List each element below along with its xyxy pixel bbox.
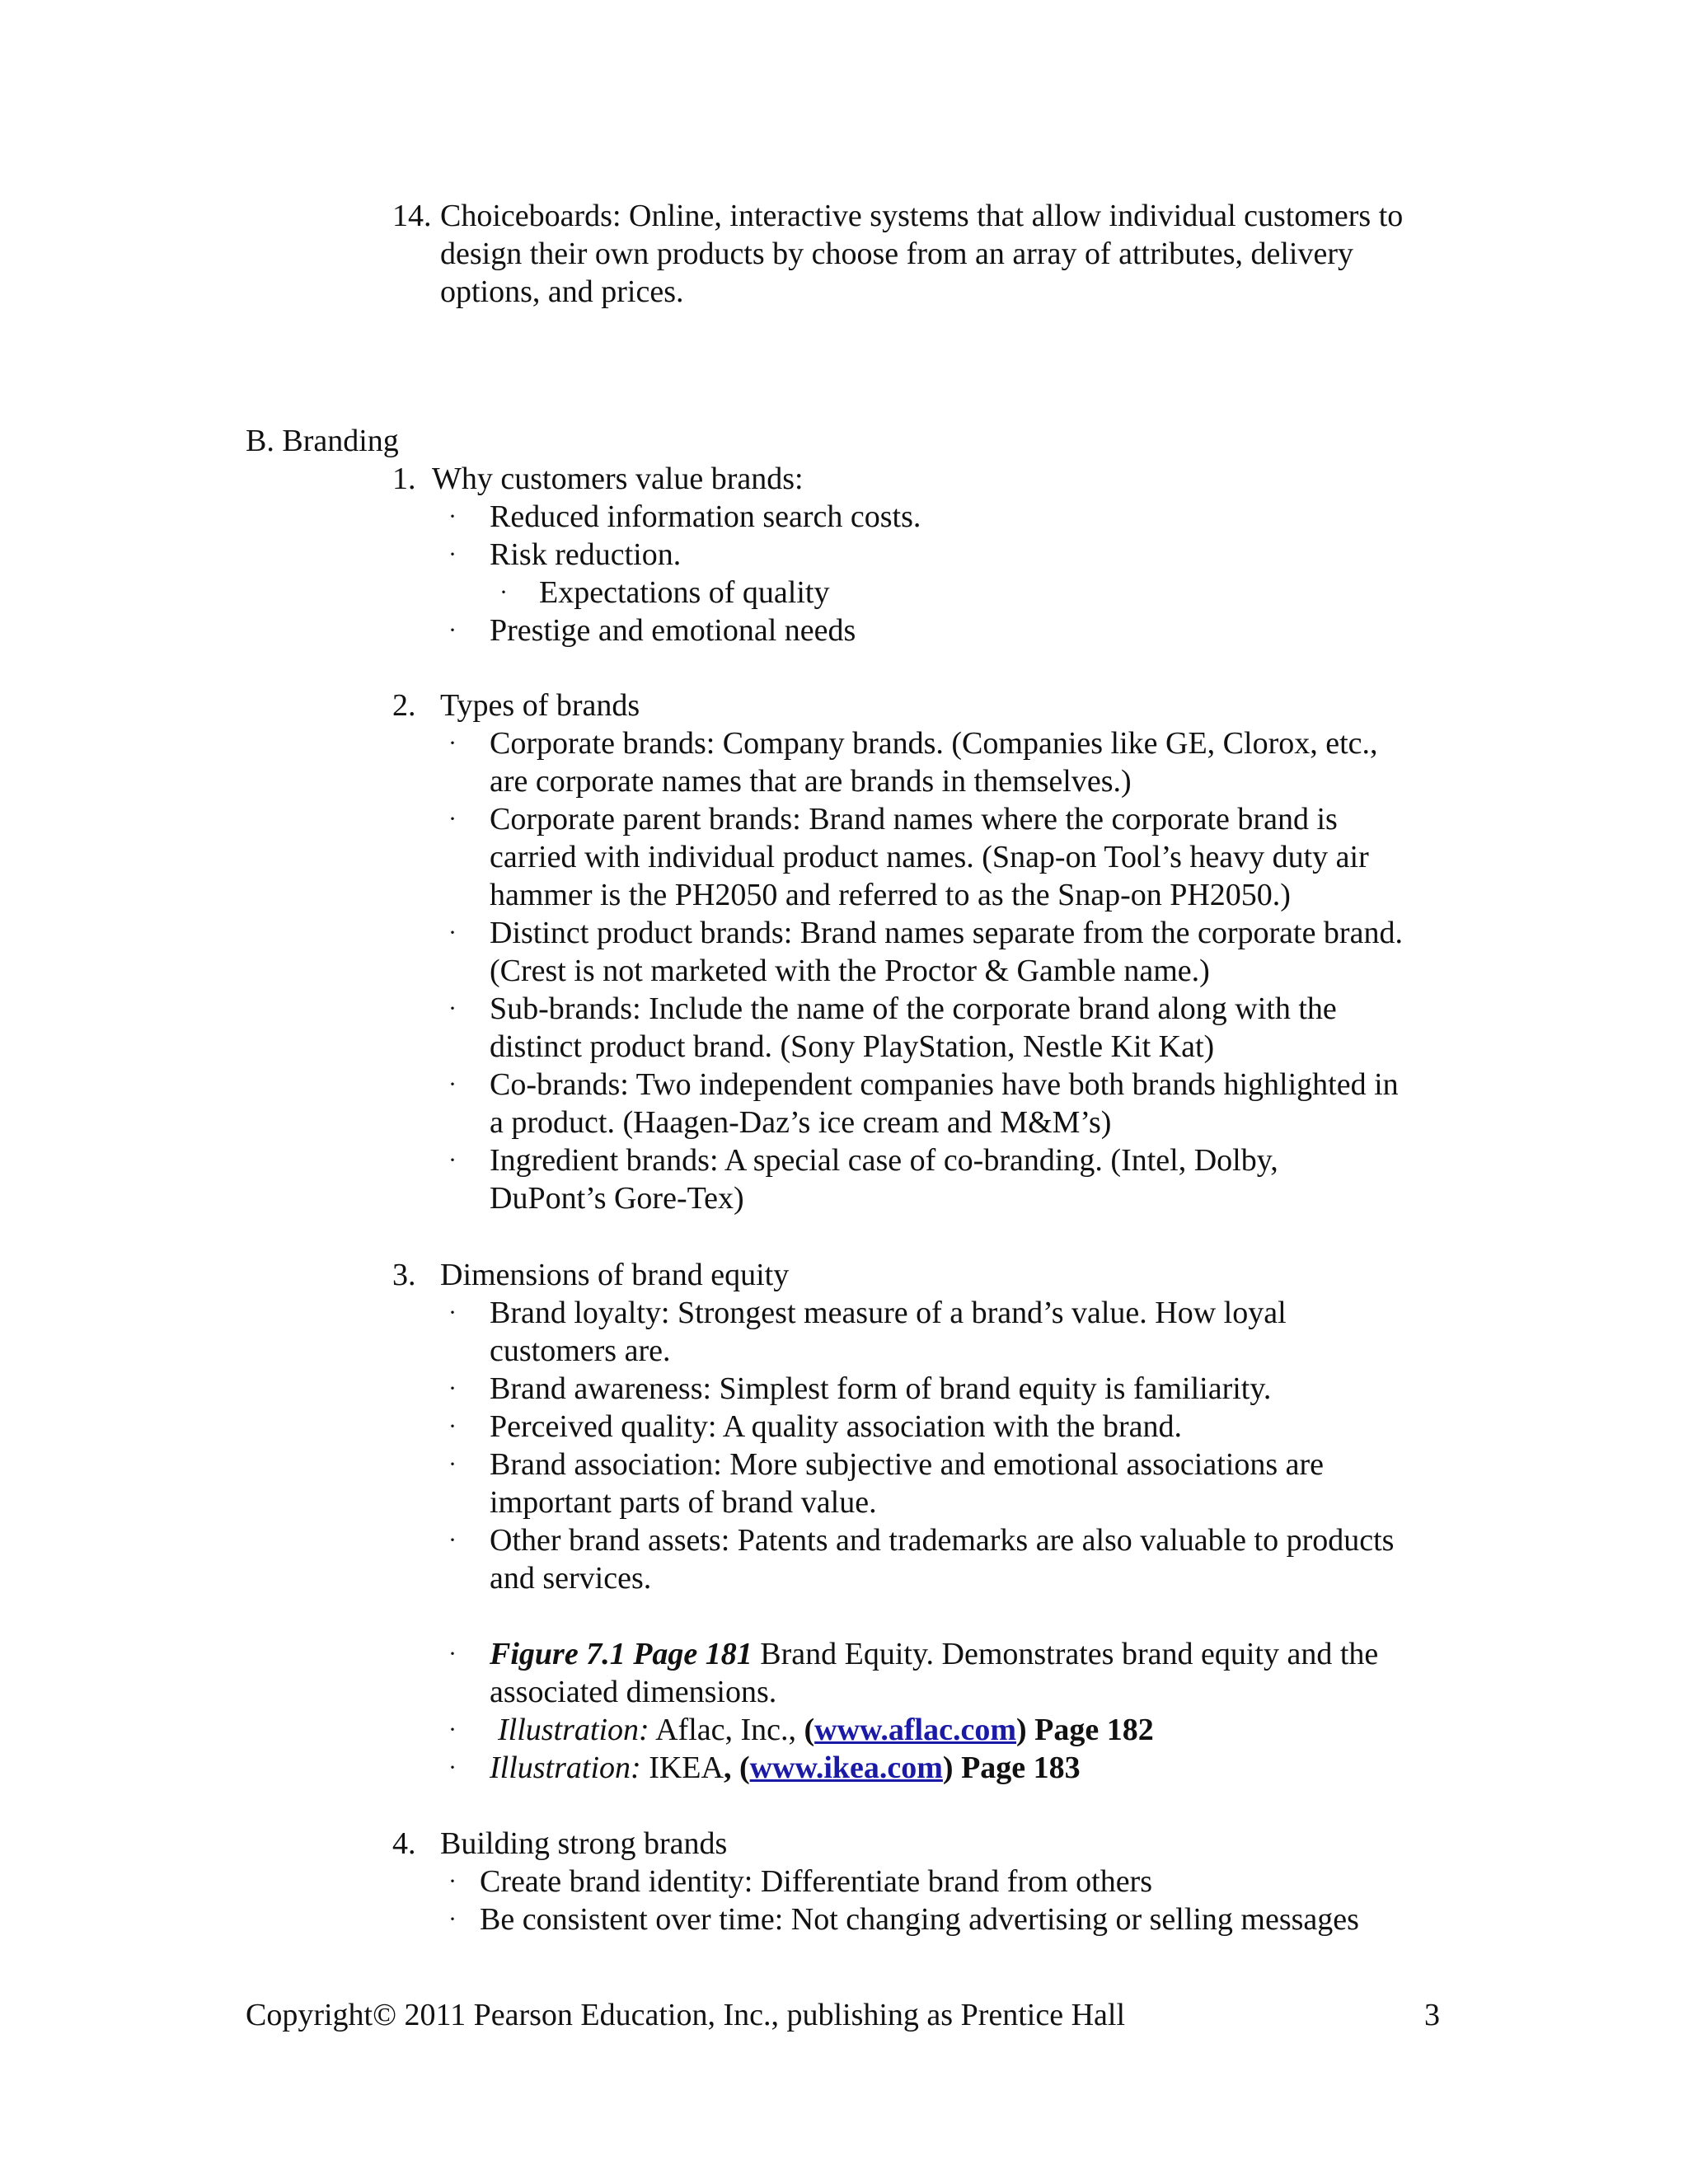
list-number-14: 14. [392, 199, 432, 233]
page-ref: ) Page 182 [1016, 1713, 1154, 1747]
choiceboards-line-1: Choiceboards: Online, interactive systems that allow individual customers to [440, 199, 1404, 233]
page-ref: ) Page 183 [942, 1750, 1081, 1785]
distinct-brands-line-2: (Crest is not marketed with the Proctor & Gamble name.) [490, 954, 1210, 988]
figure-reference-line-2: associated dimensions. [490, 1675, 777, 1709]
why-bullet-2: Risk reduction. [490, 537, 682, 572]
bullet-dot: · [448, 805, 457, 832]
brand-association-line-1: Brand association: More subjective and emotional associations are [490, 1447, 1324, 1482]
co-brands-line-2: a product. (Haagen-Daz’s ice cream and M&M’s) [490, 1105, 1112, 1140]
brand-loyalty-line-1: Brand loyalty: Strongest measure of a brand’s value. How loyal [490, 1296, 1287, 1330]
paren-open: ( [738, 1750, 750, 1785]
equity-title: Dimensions of brand equity [440, 1258, 790, 1292]
why-bullet-3: Prestige and emotional needs [490, 613, 856, 648]
strong-title: Building strong brands [440, 1826, 728, 1861]
sub-brands-line-1: Sub-brands: Include the name of the corporate brand along with the [490, 991, 1337, 1026]
sub-bullet-dot: · [499, 579, 508, 606]
bullet-dot: · [448, 1413, 457, 1440]
paren-open: ( [804, 1713, 815, 1747]
brand-identity: Create brand identity: Differentiate brand from others [480, 1864, 1152, 1899]
ingredient-brands-line-2: DuPont’s Gore-Tex) [490, 1181, 744, 1216]
illustration-name: Aflac, Inc., [649, 1713, 804, 1747]
distinct-brands-line-1: Distinct product brands: Brand names separate from the corporate brand. [490, 916, 1403, 950]
corporate-brands-line-2: are corporate names that are brands in themselves.) [490, 764, 1132, 799]
co-brands-line-1: Co-brands: Two independent companies have both brands highlighted in [490, 1067, 1399, 1102]
parent-brands-line-3: hammer is the PH2050 and referred to as the Snap-on PH2050.) [490, 878, 1291, 912]
parent-brands-line-2: carried with individual product names. (Snap-on Tool’s heavy duty air [490, 840, 1369, 874]
bullet-dot: · [448, 1716, 457, 1743]
bullet-dot: · [448, 1375, 457, 1402]
consistent-over-time: Be consistent over time: Not changing advertising or selling messages [480, 1902, 1359, 1937]
bullet-dot: · [448, 729, 457, 757]
comma: , [723, 1750, 739, 1785]
sub-brands-line-2: distinct product brand. (Sony PlayStation, Nestle Kit Kat) [490, 1029, 1215, 1064]
illustration-label: Illustration: [490, 1750, 641, 1785]
corporate-brands-line-1: Corporate brands: Company brands. (Companies like GE, Clorox, etc., [490, 726, 1378, 761]
why-title: Why customers value brands: [432, 462, 804, 496]
bullet-dot: · [448, 1905, 457, 1933]
choiceboards-line-2: design their own products by choose from an array of attributes, delivery [440, 237, 1354, 271]
illustration-ikea [490, 1749, 1081, 1787]
bullet-dot: · [448, 1868, 457, 1895]
bullet-dot: · [448, 1299, 457, 1326]
bullet-dot: · [448, 1640, 457, 1667]
parent-brands-line-1: Corporate parent brands: Brand names where the corporate brand is [490, 802, 1338, 837]
choiceboards-line-3: options, and prices. [440, 274, 684, 309]
types-title: Types of brands [440, 688, 640, 723]
figure-text: Brand Equity. Demonstrates brand equity and the [752, 1637, 1379, 1671]
aflac-link[interactable]: www.aflac.com [814, 1713, 1016, 1747]
page-number: 3 [1424, 1998, 1440, 2032]
figure-reference-line-1 [490, 1635, 1378, 1673]
brand-association-line-2: important parts of brand value. [490, 1485, 877, 1520]
bullet-dot: · [448, 1146, 457, 1174]
ikea-link[interactable]: www.ikea.com [749, 1750, 943, 1785]
section-heading-branding: B. Branding [246, 424, 399, 458]
other-assets-line-1: Other brand assets: Patents and trademarks are also valuable to products [490, 1523, 1395, 1558]
illustration-name: IKEA [640, 1750, 724, 1785]
illustration-label: Illustration: [498, 1713, 649, 1747]
bullet-dot: · [448, 1071, 457, 1098]
why-sub-bullet: Expectations of quality [539, 575, 830, 610]
list-number-3: 3. [392, 1258, 416, 1292]
bullet-dot: · [448, 1451, 457, 1478]
bullet-dot: · [448, 1754, 457, 1781]
brand-loyalty-line-2: customers are. [490, 1333, 671, 1368]
perceived-quality: Perceived quality: A quality association with the brand. [490, 1409, 1183, 1444]
list-number-4: 4. [392, 1826, 416, 1861]
bullet-dot: · [448, 616, 457, 644]
bullet-dot: · [448, 503, 457, 530]
ingredient-brands-line-1: Ingredient brands: A special case of co-branding. (Intel, Dolby, [490, 1143, 1278, 1178]
why-bullet-1: Reduced information search costs. [490, 499, 921, 534]
brand-awareness: Brand awareness: Simplest form of brand equity is familiarity. [490, 1371, 1272, 1406]
illustration-aflac [498, 1711, 1154, 1749]
bullet-dot: · [448, 919, 457, 946]
list-number-1: 1. [392, 462, 416, 496]
other-assets-line-2: and services. [490, 1561, 652, 1596]
list-number-2: 2. [392, 688, 416, 723]
bullet-dot: · [448, 1526, 457, 1554]
bullet-dot: · [448, 541, 457, 568]
figure-ref: Figure 7.1 Page 181 [490, 1637, 753, 1671]
bullet-dot: · [448, 995, 457, 1022]
copyright-footer: Copyright© 2011 Pearson Education, Inc., publishing as Prentice Hall [246, 1998, 1126, 2032]
